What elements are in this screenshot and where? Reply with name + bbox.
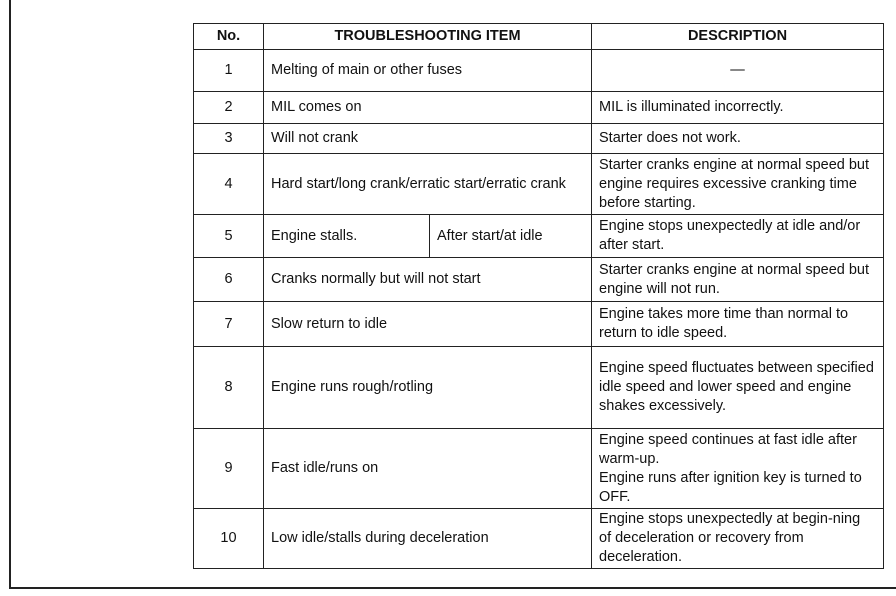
table-row — [194, 215, 884, 258]
row-item: Fast idle/runs on — [264, 429, 592, 509]
row-number: 6 — [194, 258, 264, 302]
table-row — [194, 124, 884, 154]
table-row — [194, 50, 884, 92]
row-number: 1 — [194, 50, 264, 92]
row-number: 3 — [194, 124, 264, 154]
row-subitem: After start/at idle — [430, 215, 592, 258]
row-item: Will not crank — [264, 124, 592, 154]
page-frame-left — [9, 0, 11, 589]
row-description: Engine stops unexpectedly at idle and/or after start. — [592, 215, 884, 258]
row-item: Slow return to idle — [264, 302, 592, 347]
row-item: Engine runs rough/rotling — [264, 347, 592, 429]
row-item: Cranks normally but will not start — [264, 258, 592, 302]
table-row — [194, 509, 884, 569]
table-row — [194, 347, 884, 429]
row-item: Hard start/long crank/erratic start/erratic crank — [264, 154, 592, 215]
row-description: Engine speed fluctuates between specified idle speed and lower speed and engine shakes excessively. — [592, 347, 884, 429]
table-row — [194, 302, 884, 347]
row-item: Low idle/stalls during deceleration — [264, 509, 592, 569]
table-row — [194, 258, 884, 302]
row-description — [592, 429, 884, 509]
row-description: MIL is illuminated incorrectly. — [592, 92, 884, 124]
row-number: 4 — [194, 154, 264, 215]
troubleshooting-table — [193, 23, 884, 569]
row-number: 5 — [194, 215, 264, 258]
header-no: No. — [194, 24, 264, 50]
row-number: 2 — [194, 92, 264, 124]
header-description: DESCRIPTION — [592, 24, 884, 50]
row-number: 7 — [194, 302, 264, 347]
row-description: Engine takes more time than normal to return to idle speed. — [592, 302, 884, 347]
row-description-line: Engine runs after ignition key is turned to OFF. — [599, 469, 862, 505]
row-item: Engine stalls. — [264, 215, 430, 258]
page-frame-bottom — [9, 587, 896, 589]
row-item: MIL comes on — [264, 92, 592, 124]
row-number: 9 — [194, 429, 264, 509]
table-row — [194, 92, 884, 124]
table-header-row — [194, 24, 884, 50]
row-number: 10 — [194, 509, 264, 569]
row-number: 8 — [194, 347, 264, 429]
row-description: Starter cranks engine at normal speed but engine requires excessive cranking time before starting. — [592, 154, 884, 215]
row-description: Starter does not work. — [592, 124, 884, 154]
row-description-line: Engine speed continues at fast idle after warm-up. — [599, 431, 857, 467]
row-item: Melting of main or other fuses — [264, 50, 592, 92]
row-description: Starter cranks engine at normal speed but engine will not run. — [592, 258, 884, 302]
row-description: Engine stops unexpectedly at begin-ning of deceleration or recovery from deceleration. — [592, 509, 884, 569]
row-description: — — [592, 50, 884, 92]
table-row — [194, 429, 884, 509]
table-row — [194, 154, 884, 215]
header-troubleshooting-item: TROUBLESHOOTING ITEM — [264, 24, 592, 50]
